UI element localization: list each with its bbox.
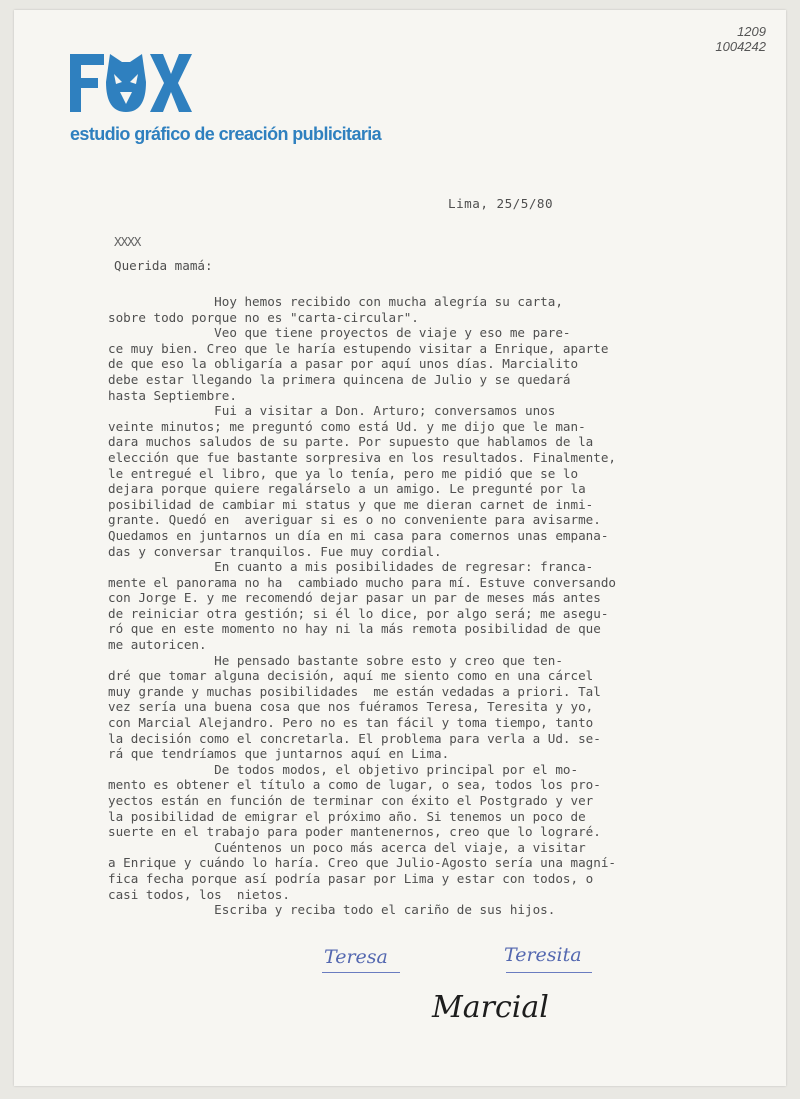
letter-line: a Enrique y cuándo lo haría. Creo que Julio-Agosto sería una magní-: [108, 855, 616, 871]
letter-line: dejara porque quiere regalárselo a un amigo. Le pregunté por la: [108, 481, 586, 497]
letter-line: Quedamos en juntarnos un día en mi casa para comernos unas empana-: [108, 527, 609, 543]
letter-greeting: Querida mamá:: [114, 258, 213, 273]
letter-line: fica fecha porque así podría pasar por Lima y estar con todos, o: [108, 870, 594, 886]
letter-line: mento es obtener el título a como de lugar, o sea, todos los pro-: [108, 777, 601, 793]
letter-line: De todos modos, el objetivo principal por el mo-: [108, 761, 579, 777]
letter-line: con Marcial Alejandro. Pero no es tan fácil y toma tiempo, tanto: [108, 715, 594, 731]
letter-line: dré que tomar alguna decisión, aquí me siento como en una cárcel: [108, 668, 594, 684]
letterhead-tagline: estudio gráfico de creación publicitaria: [70, 124, 382, 144]
archive-code-line-2: 1004242: [715, 39, 766, 54]
letter-line: dara muchos saludos de su parte. Por supuesto que hablamos de la: [108, 434, 594, 450]
letter-sheet: [14, 10, 786, 1086]
letter-line: Veo que tiene proyectos de viaje y eso me pare-: [108, 325, 571, 341]
letter-text: [108, 294, 748, 918]
letter-line: Cuéntenos un poco más acerca del viaje, a visitar: [108, 839, 586, 855]
letter-line: yectos están en función de terminar con éxito el Postgrado y ver: [108, 793, 594, 808]
letter-line: En cuanto a mis posibilidades de regresar: franca-: [108, 559, 594, 575]
letter-line: la posibilidad de emigrar el próximo año. Si tenemos un poco de: [108, 808, 586, 824]
letter-line: muy grande y muchas posibilidades me están vedadas a priori. Tal: [108, 683, 601, 699]
letter-line: Fui a visitar a Don. Arturo; conversamos unos: [108, 403, 556, 419]
letter-line: mente el panorama no ha cambiado mucho para mí. Estuve conversando: [108, 574, 616, 590]
letter-line: hasta Septiembre.: [108, 387, 237, 403]
letter-line: das y conversar tranquilos. Fue muy cordial.: [108, 543, 442, 559]
letter-line: de reiniciar otra gestión; si él lo dice, por algo será; me asegu-: [108, 605, 609, 621]
signature-marcial: Marcial: [432, 990, 549, 1025]
letter-line: Escriba y reciba todo el cariño de sus hijos.: [108, 902, 556, 918]
letter-line: ce muy bien. Creo que le haría estupendo visitar a Enrique, aparte: [108, 340, 609, 356]
letter-line: posibilidad de cambiar mi status y que me dieran carnet de inmi-: [108, 496, 594, 512]
signature-teresita: Teresita: [504, 944, 582, 966]
archive-code-line-1: 1209: [737, 24, 766, 39]
letter-date: Lima, 25/5/80: [448, 196, 554, 211]
letter-line: veinte minutos; me preguntó como está Ud. y me dijo que le man-: [108, 418, 586, 434]
letter-line: rá que tendríamos que juntarnos aquí en Lima.: [108, 746, 450, 762]
letter-line: sobre todo porque no es "carta-circular".: [108, 309, 419, 325]
letter-line: me autoricen.: [108, 637, 207, 653]
letter-line: vez sería una buena cosa que nos fuéramos Teresa, Teresita y yo,: [108, 699, 594, 715]
letter-line: con Jorge E. y me recomendó dejar pasar un par de meses más antes: [108, 590, 601, 606]
letter-line: la decisión como el concretarla. El problema para verla a Ud. se-: [108, 730, 601, 746]
fox-logo: [70, 52, 192, 116]
letter-line: He pensado bastante sobre esto y creo que ten-: [108, 652, 563, 668]
letter-line: casi todos, los nietos.: [108, 886, 290, 902]
letter-line: ró que en este momento no hay ni la más remota posibilidad de que: [108, 621, 601, 637]
letter-line: elección que fue bastante sorpresiva en los resultados. Finalmente,: [108, 449, 616, 465]
letter-line: grante. Quedó en averiguar si es o no conveniente para avisarme.: [108, 512, 601, 528]
struck-text: XXXX: [114, 234, 141, 249]
letter-line: le entregué el libro, que ya lo tenía, pero me pidió que se lo: [108, 465, 579, 481]
signature-teresa: Teresa: [324, 946, 388, 968]
letter-line: Hoy hemos recibido con mucha alegría su carta,: [108, 294, 563, 309]
signature-underline: [506, 972, 592, 973]
signature-underline: [322, 972, 400, 973]
archive-code: [715, 24, 766, 54]
letter-line: suerte en el trabajo para poder mantenernos, creo que lo lograré.: [108, 824, 601, 840]
letter-line: de que eso la obligaría a pasar por aquí unos días. Marcialito: [108, 356, 579, 372]
letter-line: debe estar llegando la primera quincena de Julio y se quedará: [108, 371, 571, 387]
